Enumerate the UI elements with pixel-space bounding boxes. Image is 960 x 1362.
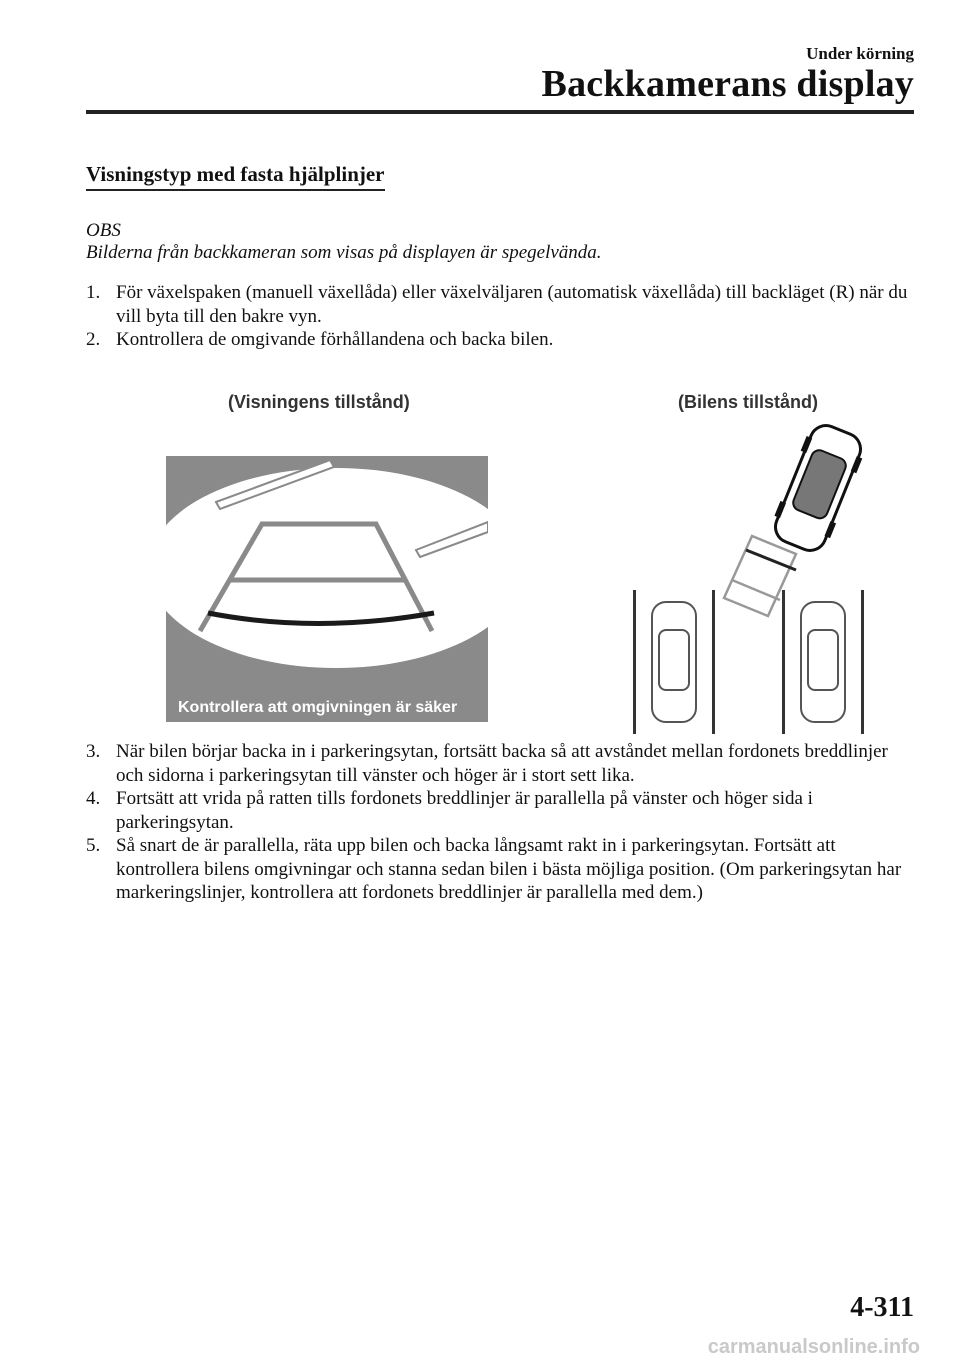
step-number: 2. <box>86 329 101 350</box>
step-number: 3. <box>86 741 101 762</box>
step-number: 4. <box>86 788 101 809</box>
list-item <box>86 834 914 905</box>
camera-display-illustration <box>166 456 488 722</box>
step-text: När bilen börjar backa in i parkeringsytan, fortsätt backa så att avståndet mellan fordonets breddlinjer och sidorna i parkeringsytan till vänster och höger är i stort sett lika. <box>116 741 888 786</box>
note-title: OBS <box>86 220 121 241</box>
display-state-label: (Visningens tillstånd) <box>228 392 410 412</box>
step-number: 1. <box>86 282 101 303</box>
vehicle-state-illustration <box>628 424 868 736</box>
note-text: Bilderna från backkameran som visas på displayen är spegelvända. <box>86 242 602 263</box>
chapter-title: Backkamerans display <box>541 63 914 105</box>
header-rule <box>86 110 914 114</box>
page-number: 4-311 <box>850 1292 914 1323</box>
step-text: Kontrollera de omgivande förhållandena och backa bilen. <box>116 329 554 350</box>
steps-list-b <box>86 740 914 905</box>
list-item <box>86 787 914 834</box>
watermark: carmanualsonline.info <box>707 1336 920 1358</box>
sub-heading: Visningstyp med fasta hjälplinjer <box>86 162 385 191</box>
steps-list-a <box>86 281 914 352</box>
step-text: Så snart de är parallella, räta upp bilen och backa långsamt rakt in i parkeringsytan. Fortsätt att kontrollera bilens omgivningar och stanna sedan bilen i bästa möjliga position. (Om parkeringsytan har markeringslinjer, kontrollera att fordonets breddlinjer är parallella med dem.) <box>116 835 902 903</box>
list-item <box>86 740 914 787</box>
list-item <box>86 328 914 352</box>
screen-warning-message: Kontrollera att omgivningen är säker <box>178 699 458 716</box>
step-text: Fortsätt att vrida på ratten tills fordonets breddlinjer är parallella på vänster och höger sida i parkeringsytan. <box>116 788 813 833</box>
vehicle-state-label: (Bilens tillstånd) <box>678 392 819 412</box>
list-item <box>86 281 914 328</box>
step-text: För växelspaken (manuell växellåda) eller växelväljaren (automatisk växellåda) till backläget (R) när du vill byta till den bakre vyn. <box>116 282 908 327</box>
step-number: 5. <box>86 835 101 856</box>
section-label: Under körning <box>806 44 914 63</box>
